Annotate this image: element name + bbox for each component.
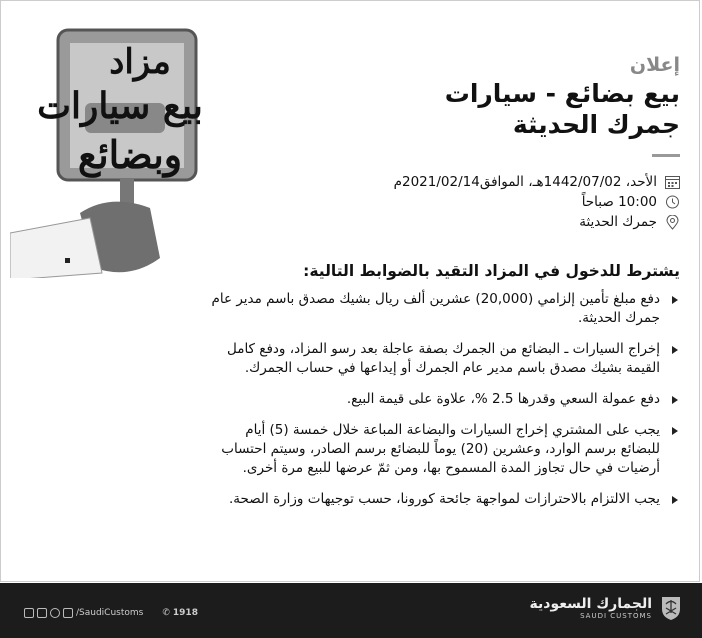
phone-icon: ✆ — [162, 608, 170, 618]
sign-text-line: بيع سيارات — [37, 85, 203, 127]
ad-title-line2: جمرك الحديثة — [512, 110, 680, 139]
location-pin-icon — [665, 215, 680, 230]
auction-date: الأحد، 1442/07/02هـ، الموافق2021/02/14م — [393, 174, 657, 190]
phone-contact — [162, 608, 198, 618]
condition-text: يجب الالتزام بالاحترازات لمواجهة جائحة كورونا، حسب توجيهات وزارة الصحة. — [228, 491, 660, 507]
condition-item — [210, 490, 680, 509]
condition-item — [210, 290, 680, 328]
bullet-arrow-icon — [672, 296, 678, 304]
auction-sign-illustration — [10, 18, 225, 278]
bullet-arrow-icon — [672, 346, 678, 354]
sign-text-line: وبضائع — [77, 132, 183, 177]
condition-text: إخراج السيارات ـ البضائع من الجمرك بصفة عاجلة بعد رسو المزاد، ودفع كامل القيمة بشيك مصدق باسم مدير عام الجمرك أو إيداعها في حساب الجمرك. — [226, 341, 660, 376]
conditions-section — [210, 262, 680, 521]
condition-text: دفع عمولة السعي وقدرها 2.5 %، علاوة على قيمة البيع. — [346, 391, 660, 407]
calendar-icon — [665, 175, 680, 189]
footer-bar — [0, 583, 702, 638]
linkedin-icon[interactable] — [63, 608, 73, 618]
customs-emblem-icon — [660, 595, 682, 621]
condition-item — [210, 390, 680, 409]
social-links — [24, 608, 198, 618]
bullet-arrow-icon — [672, 496, 678, 504]
date-row — [394, 172, 680, 192]
auction-details — [394, 172, 680, 232]
bullet-arrow-icon — [672, 396, 678, 404]
condition-text: دفع مبلغ تأمين إلزامي (20,000) عشرين ألف ريال بشيك مصدق باسم مدير عام جمرك الحديثة. — [211, 291, 660, 326]
condition-text: يجب على المشتري إخراج السيارات والبضاعة المباعة خلال خمسة (5) أيام للبضائع برسم الوارد، وعشرين (20) يوماً للبضائع برسم الصادر، وسيتم احتساب أرضيات في حال تجاوز المدة المسموح بها، ومن ثمّ عرضها للبيع مرة أخرى. — [221, 422, 660, 476]
location-row — [394, 212, 680, 232]
conditions-heading: يشترط للدخول في المزاد التقيد بالضوابط التالية: — [303, 262, 680, 280]
saudi-customs-logo — [530, 595, 682, 621]
title-divider — [652, 154, 680, 157]
brand-name-arabic: الجمارك السعودية — [529, 596, 652, 612]
social-handle[interactable]: /SaudiCustoms — [76, 608, 144, 618]
ad-title-line1: بيع بضائع - سيارات — [444, 79, 680, 108]
twitter-icon[interactable] — [37, 608, 47, 618]
announcement-label: إعلان — [629, 54, 680, 76]
ad-header — [445, 52, 680, 157]
condition-item — [210, 340, 680, 378]
clock-icon — [665, 195, 680, 209]
condition-item — [210, 421, 680, 478]
auction-time: 10:00 صباحاً — [581, 194, 657, 210]
time-row — [394, 192, 680, 212]
auction-location: جمرك الحديثة — [579, 214, 657, 230]
brand-name-english: SAUDI CUSTOMS — [580, 612, 652, 620]
sign-text-line: مزاد — [109, 42, 171, 82]
facebook-icon[interactable] — [24, 608, 34, 618]
conditions-list — [210, 290, 680, 509]
bullet-arrow-icon — [672, 427, 678, 435]
instagram-icon[interactable] — [50, 608, 60, 618]
phone-number: 1918 — [172, 608, 198, 618]
